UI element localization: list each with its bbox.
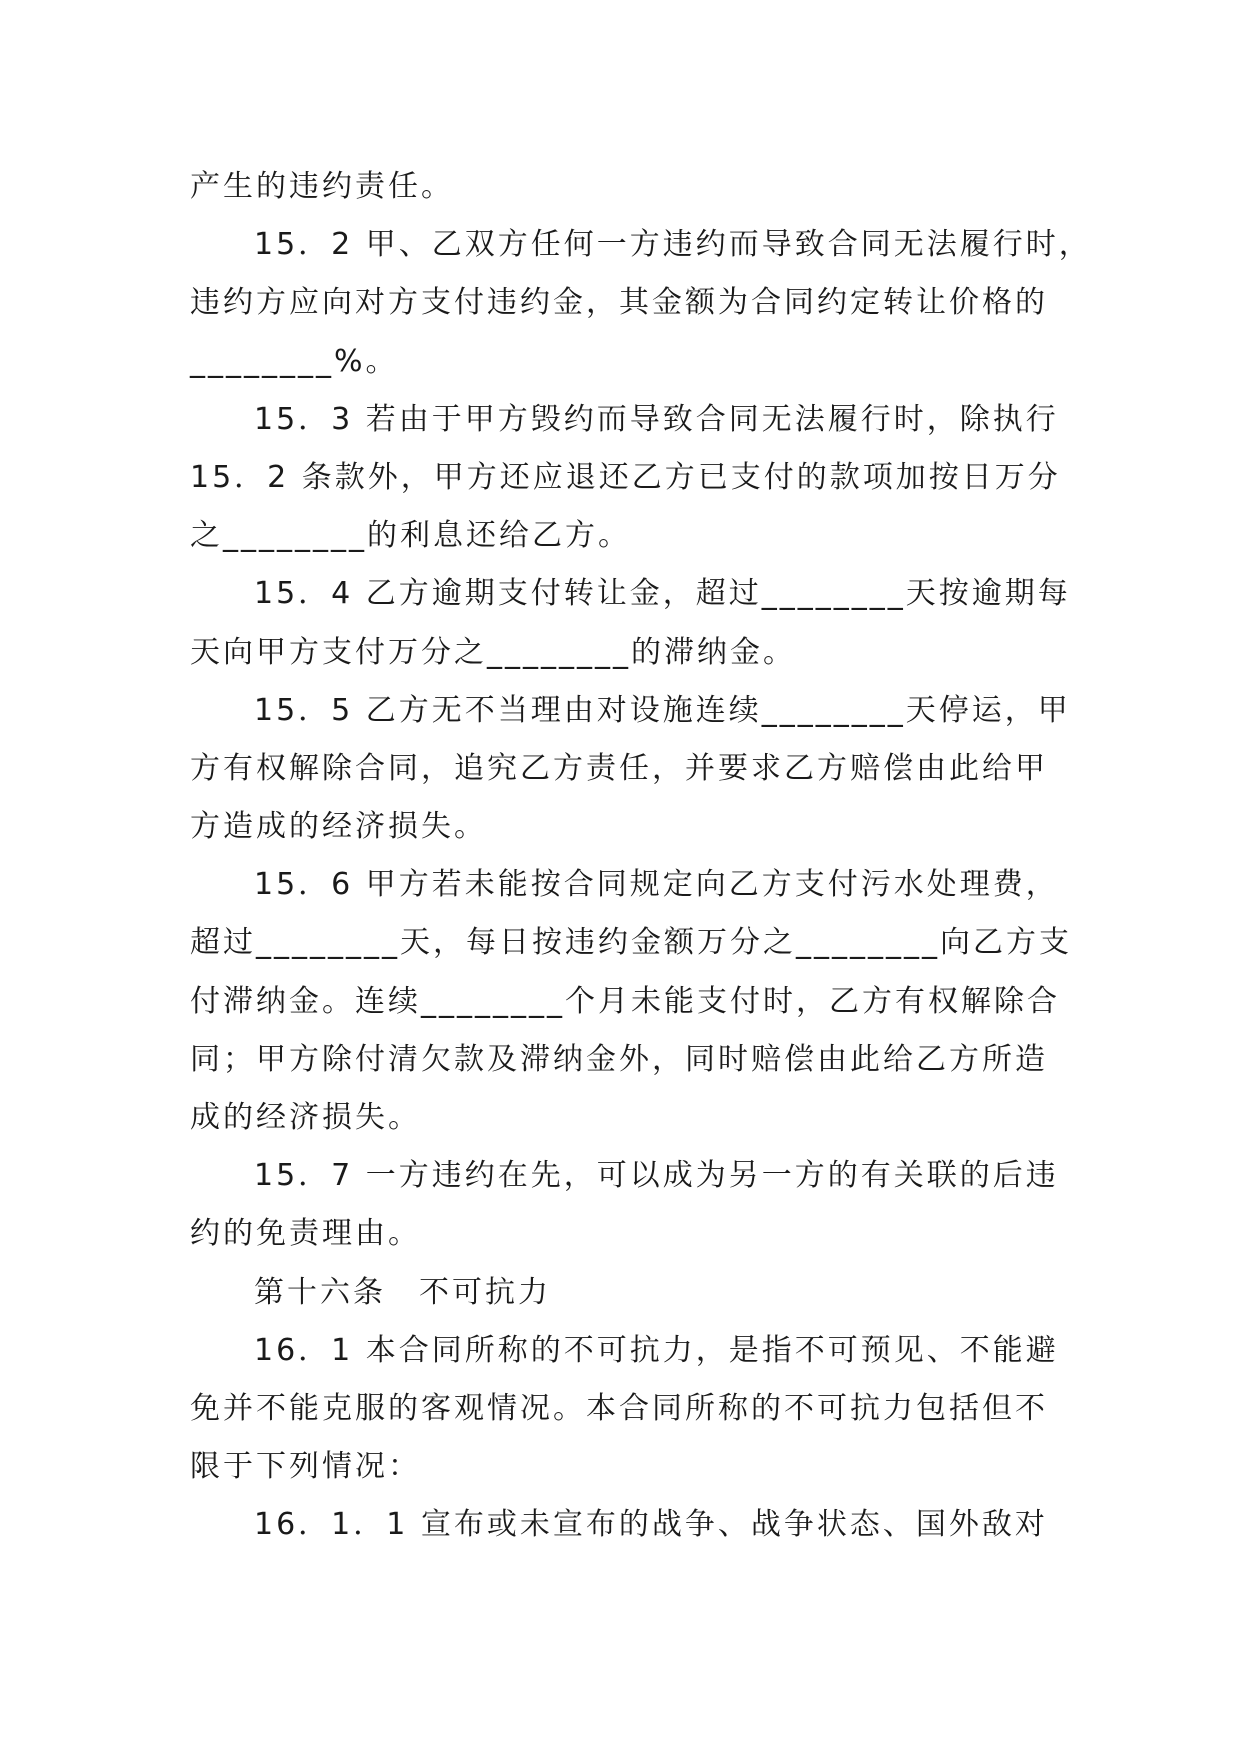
text-line: 第十六条 不可抗力: [254, 1274, 551, 1310]
text-line: 免并不能克服的客观情况。本合同所称的不可抗力包括但不: [190, 1390, 1048, 1426]
text-line: 方有权解除合同，追究乙方责任，并要求乙方赔偿由此给甲: [190, 750, 1048, 786]
text-line: 约的免责理由。: [190, 1216, 421, 1252]
text-line: 15．6 甲方若未能按合同规定向乙方支付污水处理费，: [254, 867, 1059, 903]
text-line: 15．5 乙方无不当理由对设施连续________天停运，甲: [254, 692, 1071, 728]
text-line: 同；甲方除付清欠款及滞纳金外，同时赔偿由此给乙方所造: [190, 1041, 1048, 1077]
text-line: 违约方应向对方支付违约金，其金额为合同约定转让价格的: [190, 285, 1048, 321]
text-line: 超过________天，每日按违约金额万分之________向乙方支: [190, 925, 1072, 961]
text-line: ________%。: [190, 343, 399, 379]
text-line: 成的经济损失。: [190, 1100, 421, 1135]
text-line: 产生的违约责任。: [190, 169, 454, 204]
text-line: 15．2 条款外，甲方还应退还乙方已支付的款项加按日万分: [190, 459, 1061, 495]
text-line: 16．1 本合同所称的不可抗力，是指不可预见、不能避: [254, 1332, 1059, 1368]
text-line: 付滞纳金。连续________个月未能支付时，乙方有权解除合: [190, 983, 1060, 1019]
text-line: 方造成的经济损失。: [190, 809, 487, 845]
text-line: 15．4 乙方逾期支付转让金，超过________天按逾期每: [254, 576, 1071, 612]
text-line: 之________的利息还给乙方。: [190, 518, 631, 554]
text-line: 15．3 若由于甲方毁约而导致合同无法履行时，除执行: [254, 401, 1059, 437]
document-body: [190, 158, 1092, 1555]
text-line: 16．1．1 宣布或未宣布的战争、战争状态、国外敌对: [254, 1507, 1048, 1543]
text-line: 15．2 甲、乙双方任何一方违约而导致合同无法履行时，: [254, 227, 1092, 263]
text-line: 限于下列情况：: [190, 1449, 421, 1485]
text-line: 15．7 一方违约在先，可以成为另一方的有关联的后违: [254, 1158, 1059, 1194]
text-line: 天向甲方支付万分之________的滞纳金。: [190, 634, 796, 670]
